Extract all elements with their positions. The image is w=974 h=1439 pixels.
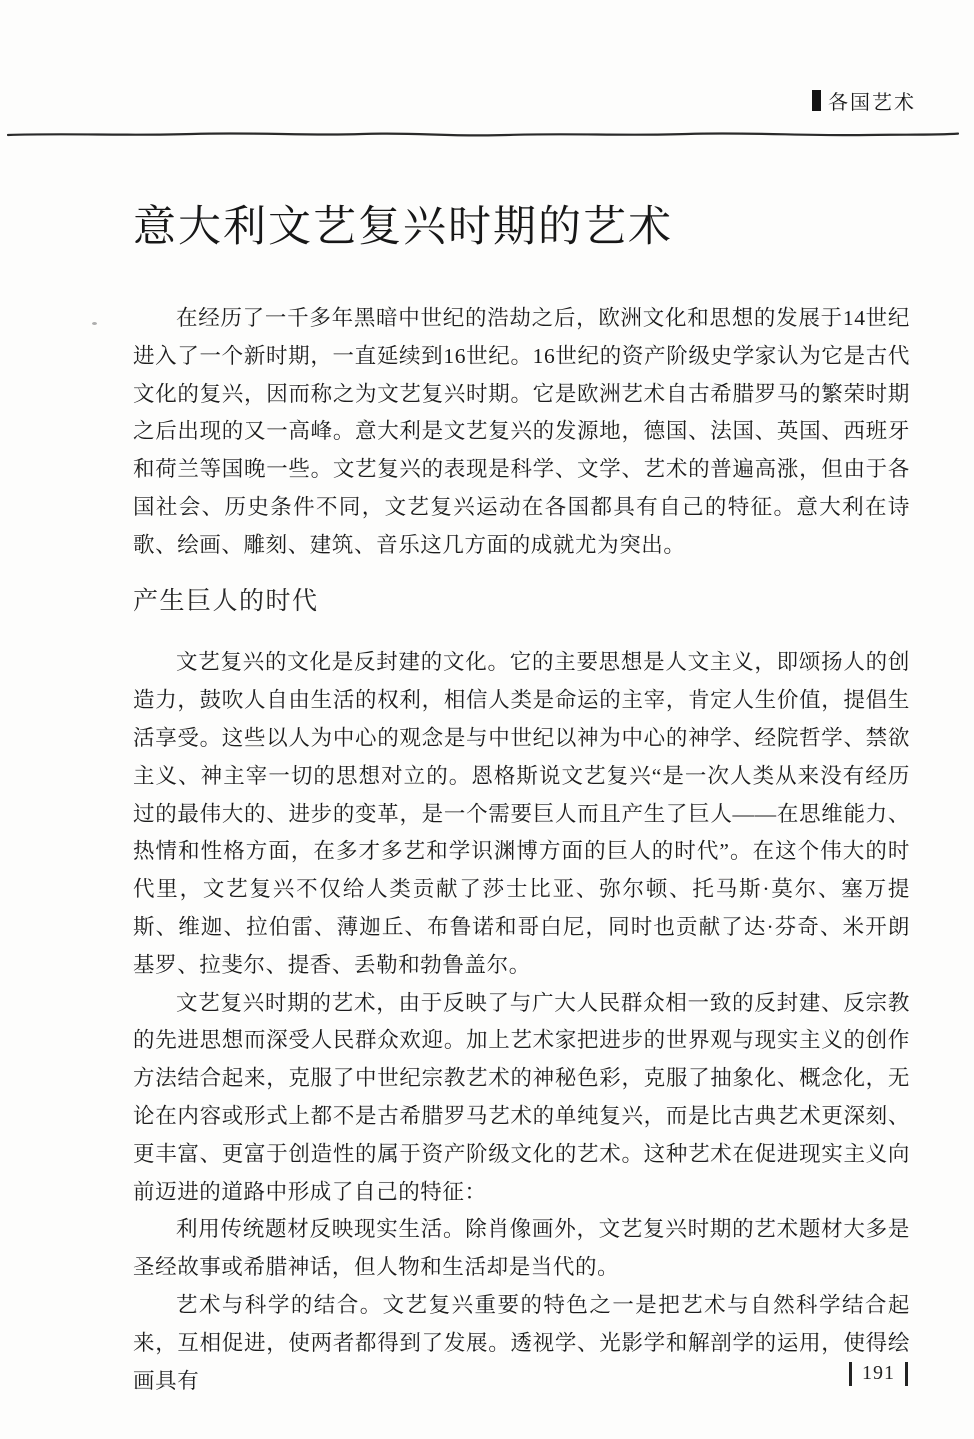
page-number: 191 (862, 1361, 895, 1384)
body-paragraph: 文艺复兴的文化是反封建的文化。它的主要思想是人文主义，即颂扬人的创造力，鼓吹人自由生活的权利，相信人类是命运的主宰，肯定人生价值，提倡生活享受。这些以人为中心的观念是与中世纪以神为中心的神学、经院哲学、禁欲主义、神主宰一切的思想对立的。恩格斯说文艺复兴“是一次人类从来没有经历过的最伟大的、进步的变革，是一个需要巨人而且产生了巨人——在思维能力、热情和性格方面，在多才多艺和学识渊博方面的巨人的时代”。在这个伟大的时代里，文艺复兴不仅给人类贡献了莎士比亚、弥尔顿、托马斯·莫尔、塞万提斯、维迦、拉伯雷、薄迦丘、布鲁诺和哥白尼，同时也贡献了达·芬奇、米开朗基罗、拉斐尔、提香、丢勒和勃鲁盖尔。 (133, 650, 910, 977)
body-paragraph: 利用传统题材反映现实生活。除肖像画外，文艺复兴时期的艺术题材大多是圣经故事或希腊神话，但人物和生活却是当代的。 (133, 1217, 910, 1280)
body-paragraph: 文艺复兴时期的艺术，由于反映了与广大人民群众相一致的反封建、反宗教的先进思想而深受人民群众欢迎。加上艺术家把进步的世界观与现实主义的创作方法结合起来，克服了中世纪宗教艺术的神秘色彩，克服了抽象化、概念化，无论在内容或形式上都不是古希腊罗马艺术的单纯复兴，而是比古典艺术更深刻、更丰富、更富于创造性的属于资产阶级文化的艺术。这种艺术在促进现实主义向前迈进的道路中形成了自己的特征： (133, 990, 910, 1204)
article-title: 意大利文艺复兴时期的艺术 (133, 203, 673, 251)
page-footer (849, 1362, 908, 1386)
folio-left-bar (849, 1362, 852, 1386)
running-head (812, 86, 916, 115)
section-marker-bar (812, 90, 821, 111)
article-body (133, 300, 910, 1400)
scan-speck (92, 322, 97, 325)
header-divider-rule (7, 126, 959, 136)
intro-paragraph: 在经历了一千多年黑暗中世纪的浩劫之后，欧洲文化和思想的发展于14世纪进入了一个新时期，一直延续到16世纪。16世纪的资产阶级史学家认为它是古代文化的复兴，因而称之为文艺复兴时期。它是欧洲艺术自古希腊罗马的繁荣时期之后出现的又一高峰。意大利是文艺复兴的发源地，德国、法国、英国、西班牙和荷兰等国晚一些。文艺复兴的表现是科学、文学、艺术的普遍高涨，但由于各国社会、历史条件不同，文艺复兴运动在各国都具有自己的特征。意大利在诗歌、绘画、雕刻、建筑、音乐这几方面的成就尤为突出。 (133, 306, 910, 557)
body-paragraph: 艺术与科学的结合。文艺复兴重要的特色之一是把艺术与自然科学结合起来，互相促进，使两者都得到了发展。透视学、光影学和解剖学的运用，使得绘画具有 (133, 1292, 910, 1393)
running-head-label: 各国艺术 (828, 92, 916, 114)
divider-line-graphic (7, 129, 959, 139)
section-heading: 产生巨人的时代 (133, 587, 319, 615)
folio-right-bar (905, 1362, 908, 1386)
